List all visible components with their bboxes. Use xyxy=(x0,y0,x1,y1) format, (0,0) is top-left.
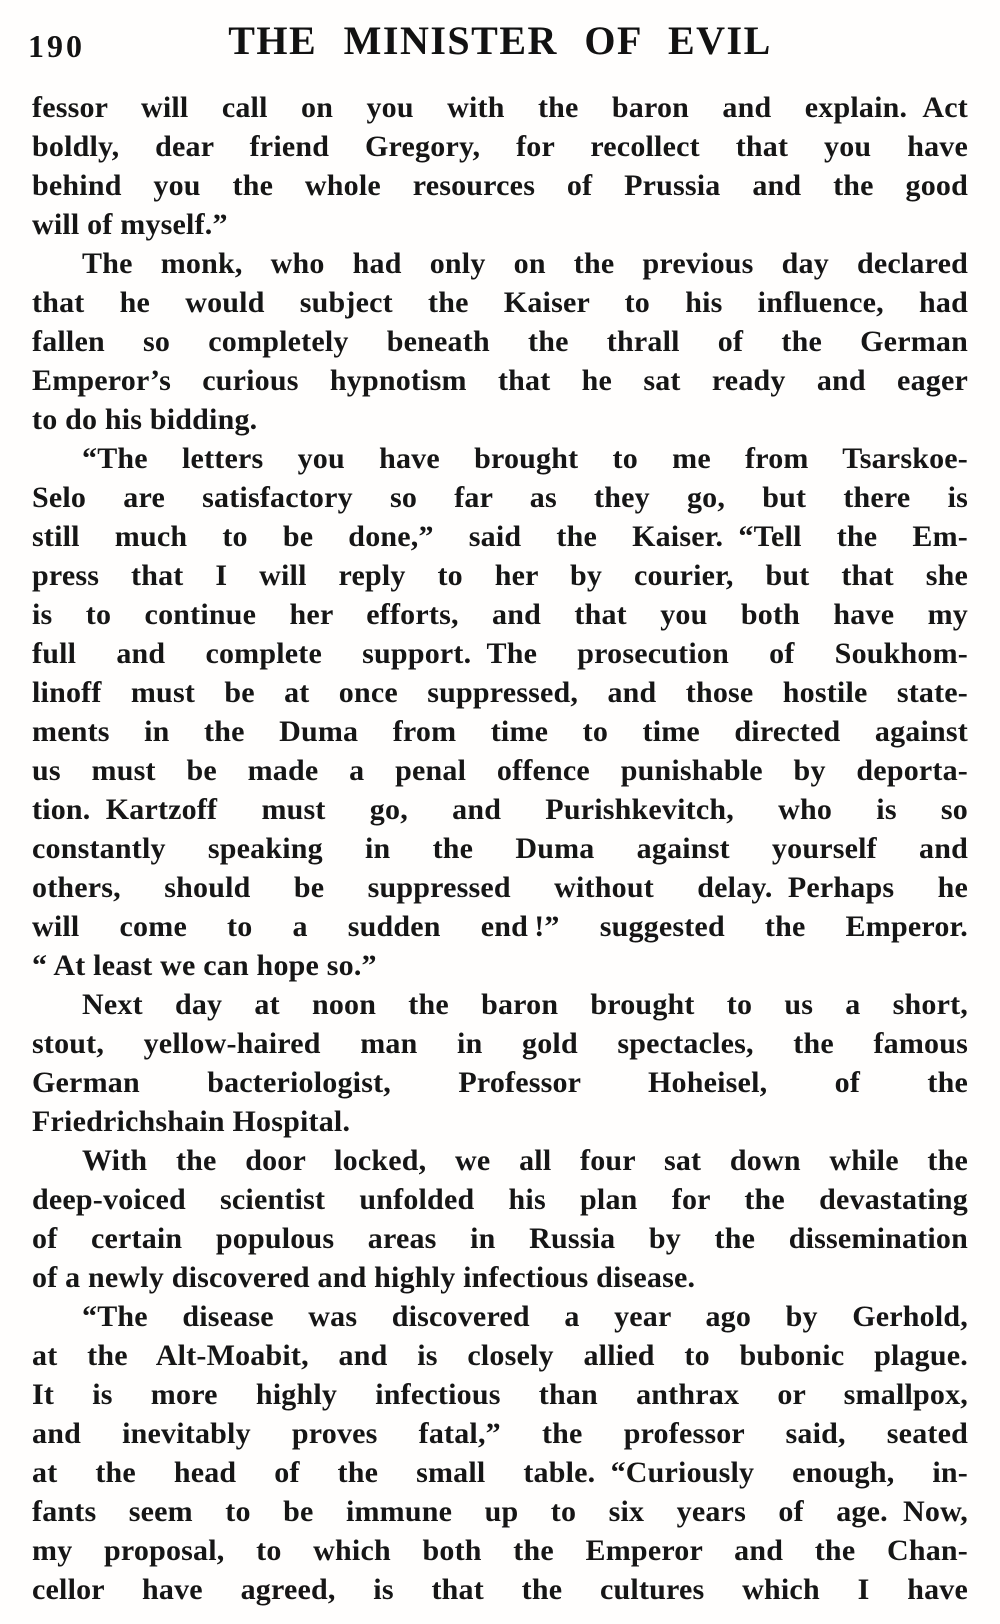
text-line: full and complete support. The prosecution of Soukhom- xyxy=(32,637,968,670)
text-line: It is more highly infectious than anthrax or smallpox, xyxy=(32,1378,968,1411)
text-line: others, should be suppressed without delay. Perhaps he xyxy=(32,871,968,904)
text-line: Next day at noon the baron brought to us a short, xyxy=(82,988,968,1021)
text-line: stout, yellow-haired man in gold spectacles, the famous xyxy=(32,1027,968,1060)
text-line: Selo are satisfactory so far as they go, but there is xyxy=(32,481,968,514)
text-line: constantly speaking in the Duma against yourself and xyxy=(32,832,968,865)
text-line: “The disease was discovered a year ago by Gerhold, xyxy=(82,1300,968,1333)
text-line: linoff must be at once suppressed, and those hostile state- xyxy=(32,676,968,709)
text-line: and inevitably proves fatal,” the professor said, seated xyxy=(32,1417,968,1450)
running-head xyxy=(0,18,1000,70)
text-line: will of myself.” xyxy=(32,208,228,241)
text-line: boldly, dear friend Gregory, for recollect that you have xyxy=(32,130,968,163)
text-line: to do his bidding. xyxy=(32,403,258,436)
text-line: my proposal, to which both the Emperor and the Chan- xyxy=(32,1534,968,1567)
text-line: is to continue her efforts, and that you both have my xyxy=(32,598,968,631)
text-line: The monk, who had only on the previous day declared xyxy=(82,247,968,280)
text-line: of certain populous areas in Russia by the dissemination xyxy=(32,1222,968,1255)
text-line: at the head of the small table. “Curiously enough, in- xyxy=(32,1456,968,1489)
text-line: “The letters you have brought to me from Tsarskoe- xyxy=(82,442,968,475)
page-title: THE MINISTER OF EVIL xyxy=(228,18,772,63)
text-line: tion. Kartzoff must go, and Purishkevitch, who is so xyxy=(32,793,968,826)
text-line: fessor will call on you with the baron and explain. Act xyxy=(32,91,968,124)
text-line: us must be made a penal offence punishable by deporta- xyxy=(32,754,968,787)
text-line: deep-voiced scientist unfolded his plan for the devastating xyxy=(32,1183,968,1216)
page-body xyxy=(32,88,968,1609)
text-line: German bacteriologist, Professor Hoheisel, of the xyxy=(32,1066,968,1099)
text-line: of a newly discovered and highly infectious disease. xyxy=(32,1261,696,1294)
text-line: Emperor’s curious hypnotism that he sat ready and eager xyxy=(32,364,968,397)
text-line: still much to be done,” said the Kaiser. “Tell the Em- xyxy=(32,520,968,553)
text-line: behind you the whole resources of Prussia and the good xyxy=(32,169,968,202)
text-line: ments in the Duma from time to time directed against xyxy=(32,715,968,748)
text-line: will come to a sudden end !” suggested the Emperor. xyxy=(32,910,968,943)
page-number: 190 xyxy=(28,28,85,64)
text-line: cellor have agreed, is that the cultures which I have xyxy=(32,1573,968,1606)
text-line: at the Alt-Moabit, and is closely allied to bubonic plague. xyxy=(32,1339,968,1372)
text-line: fallen so completely beneath the thrall of the German xyxy=(32,325,968,358)
text-line: “ At least we can hope so.” xyxy=(32,949,377,982)
text-line: that he would subject the Kaiser to his influence, had xyxy=(32,286,968,319)
text-line: fants seem to be immune up to six years of age. Now, xyxy=(32,1495,968,1528)
text-line: press that I will reply to her by courier, but that she xyxy=(32,559,968,592)
text-line: With the door locked, we all four sat down while the xyxy=(82,1144,968,1177)
text-line: Friedrichshain Hospital. xyxy=(32,1105,351,1138)
